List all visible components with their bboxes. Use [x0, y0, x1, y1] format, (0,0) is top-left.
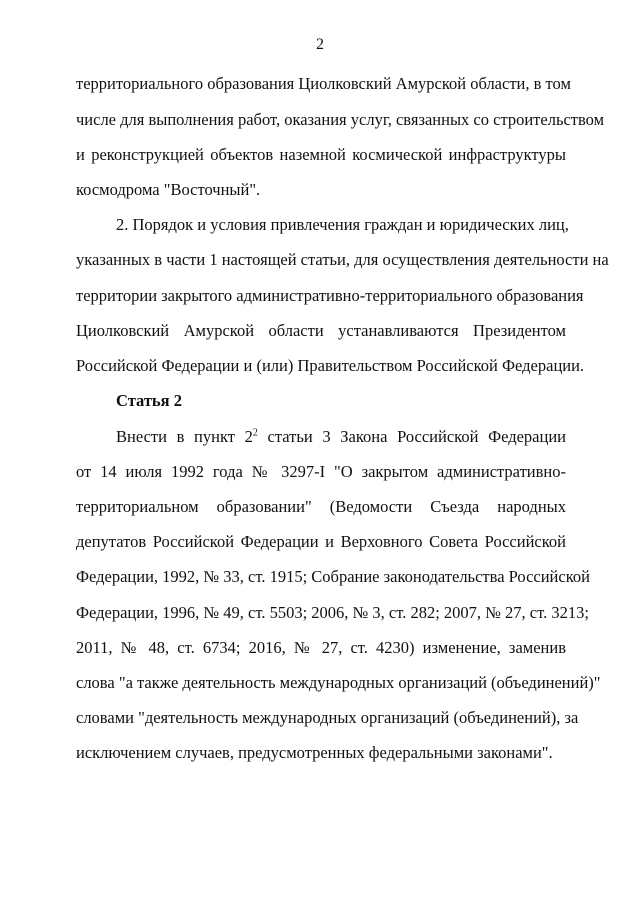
text-line: территории закрытого административно-территориального образования	[76, 286, 584, 305]
text-line: космодрома "Восточный".	[76, 180, 261, 199]
text-line-first	[116, 427, 566, 447]
text-line: 2011, № 48, ст. 6734; 2016, № 27, ст. 4230) изменение, заменив	[76, 638, 566, 657]
text-line: указанных в части 1 настоящей статьи, для осуществления деятельности на	[76, 250, 609, 269]
text-line: Циолковский Амурской области устанавливаются Президентом	[76, 321, 566, 340]
text-line: словами "деятельность международных организаций (объединений), за	[76, 708, 579, 727]
text-line: исключением случаев, предусмотренных федеральными законами".	[76, 743, 553, 762]
text-line: числе для выполнения работ, оказания услуг, связанных со строительством	[76, 110, 605, 129]
text-line: территориального образования Циолковский Амурской области, в том	[76, 74, 571, 93]
text-segment: статьи 3 Закона Российской Федерации	[257, 427, 566, 446]
text-line: Федерации, 1996, № 49, ст. 5503; 2006, № 3, ст. 282; 2007, № 27, ст. 3213;	[76, 603, 589, 622]
text-line: Российской Федерации и (или) Правительством Российской Федерации.	[76, 356, 585, 375]
text-line: слова "а также деятельность международных организаций (объединений)"	[76, 673, 601, 692]
text-line: от 14 июля 1992 года № 3297-I "О закрытом административно-	[76, 462, 566, 481]
superscript: 2	[252, 427, 258, 439]
text-line: Федерации, 1992, № 33, ст. 1915; Собрание законодательства Российской	[76, 567, 590, 586]
text-line: и реконструкцией объектов наземной космической инфраструктуры	[76, 145, 566, 164]
text-line: 2. Порядок и условия привлечения граждан и юридических лиц,	[116, 215, 569, 234]
text-line: территориальном образовании" (Ведомости Съезда народных	[76, 497, 566, 516]
text-segment: Внести в пункт 2	[116, 427, 253, 446]
page-number: 2	[316, 36, 324, 53]
article-heading: Статья 2	[116, 391, 182, 410]
text-line: депутатов Российской Федерации и Верховного Совета Российской	[76, 532, 566, 551]
